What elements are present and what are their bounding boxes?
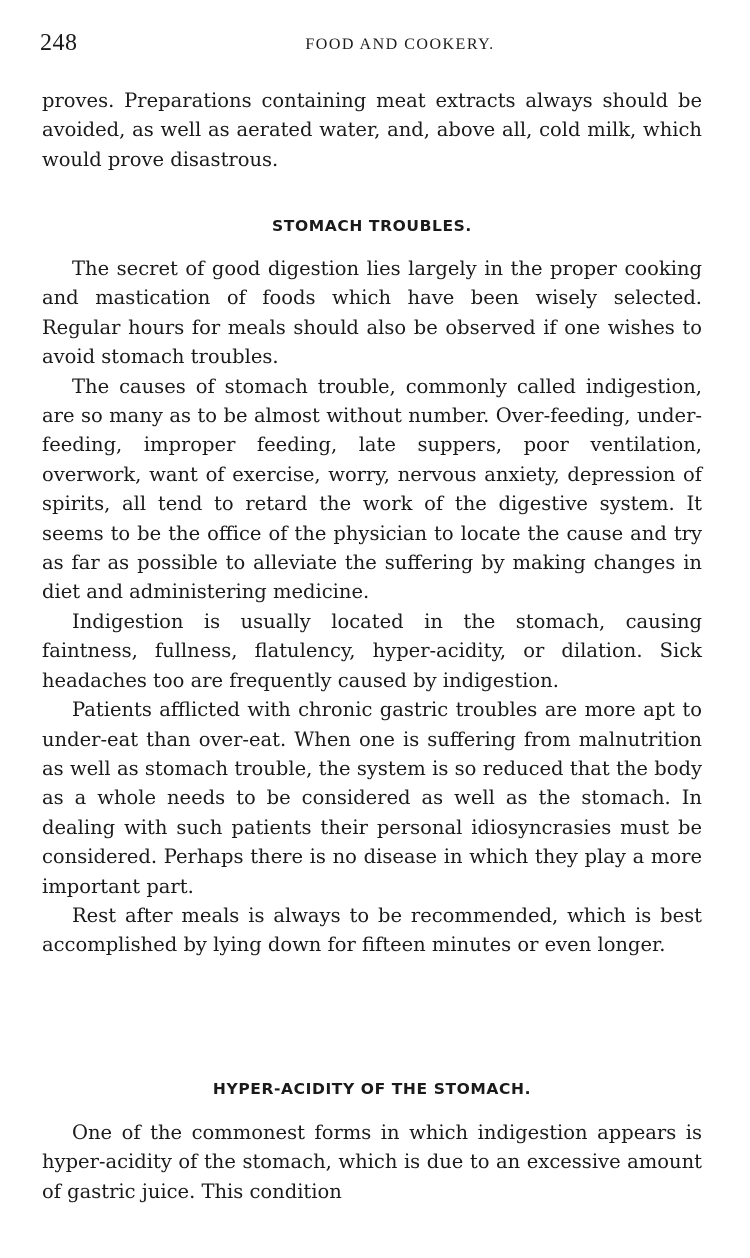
running-head: FOOD AND COOKERY. <box>305 36 495 53</box>
opening-text <box>42 86 702 174</box>
paragraph: The causes of stomach trouble, commonly called indigestion, are so many as to be almost without number. Over-feeding, under-feeding, improper feeding, late suppers, poor ventilation, overwork, want of exercise, worry, nervous anxiety, depression of spirits, all tend to retard the work of the digestive system. It seems to be the office of the physician to locate the cause and try as far as possible to alleviate the suffering by making changes in diet and administering medicine. <box>42 374 702 604</box>
page-header <box>40 30 700 66</box>
paragraph: Indigestion is usually located in the stomach, causing faintness, fullness, flatulency, hyper-acidity, or dilation. Sick headaches too are frequently caused by indigestion. <box>42 609 702 692</box>
paragraph: One of the commonest forms in which indigestion appears is hyper-acidity of the stomach, which is due to an excessive amount of gastric juice. This condition <box>42 1121 702 1203</box>
paragraph: proves. Preparations containing meat extracts always should be avoided, as well as aerated water, and, above all, cold milk, which would prove disastrous. <box>42 89 702 171</box>
section-heading-hyper-acidity: HYPER-ACIDITY OF THE STOMACH. <box>212 1080 532 1098</box>
paragraph: The secret of good digestion lies largely in the proper cooking and mastication of foods which have been wisely selected. Regular hours for meals should also be observed if one wishes to avoid stomach troubles. <box>42 257 702 369</box>
stomach-troubles-section <box>42 254 702 960</box>
paragraph: Rest after meals is always to be recommended, which is best accomplished by lying down for fifteen minutes or even longer. <box>42 903 702 957</box>
section-heading-stomach-troubles: STOMACH TROUBLES. <box>272 217 472 235</box>
paragraph: Patients afflicted with chronic gastric troubles are more apt to under-eat than over-eat. When one is suffering from malnutrition as well as stomach trouble, the system is so reduced that the body as a whole needs to be considered as well as the stomach. In dealing with such patients their personal idiosyncrasies must be considered. Perhaps there is no disease in which they play a more important part. <box>42 698 702 898</box>
hyper-acidity-section <box>42 1118 702 1206</box>
page-number: 248 <box>40 30 78 56</box>
